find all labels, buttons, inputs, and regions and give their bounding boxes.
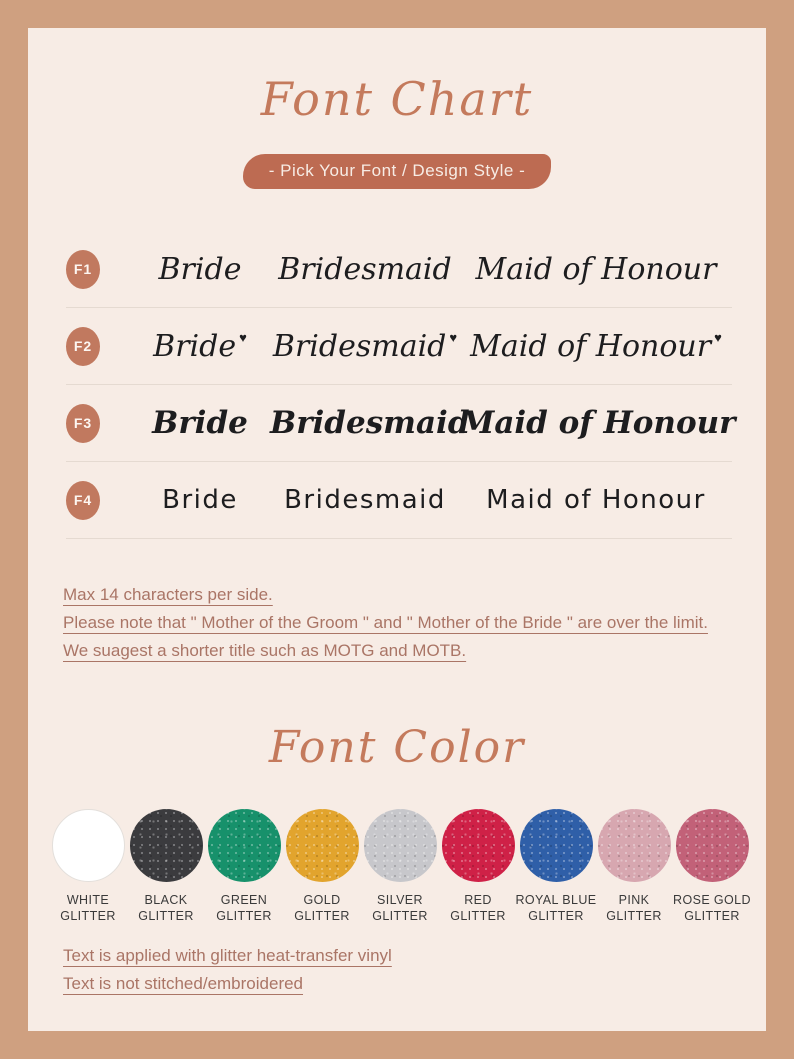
swatch-label: WHITE GLITTER: [60, 893, 116, 923]
font-sample: Bridesmaid: [284, 485, 446, 515]
swatch-silver-glitter: [361, 809, 439, 924]
font-sample: Maid of Honour: [460, 405, 736, 441]
font-row-f2: [66, 308, 732, 385]
font-row-f3: [66, 385, 736, 462]
font-row-f1: [66, 231, 732, 308]
swatch-red-glitter: [439, 809, 517, 924]
font-sample: Bride: [152, 405, 248, 441]
swatch-royal-blue-glitter: [517, 809, 595, 924]
pick-font-banner: [243, 154, 552, 189]
heart-icon: ♥: [239, 329, 247, 345]
heart-icon: ♥: [714, 329, 722, 345]
font-code-badge-f2: F2: [66, 327, 100, 366]
swatch-label: GREEN GLITTER: [216, 893, 272, 923]
banner-label: - Pick Your Font / Design Style -: [268, 161, 526, 180]
green-glitter-circle: [208, 809, 281, 882]
note-suggestion: We suagest a shorter title such as MOTG and MOTB.: [63, 641, 467, 660]
swatch-label: ROYAL BLUE GLITTER: [515, 893, 597, 923]
font-sample: Bride: [158, 251, 242, 287]
font-sample: Bride ♥: [153, 328, 247, 364]
swatch-green-glitter: [205, 809, 283, 924]
red-glitter-circle: [442, 809, 515, 882]
swatch-gold-glitter: [283, 809, 361, 924]
font-color-title: Font Color: [268, 722, 526, 773]
note-vinyl: Text is applied with glitter heat-transfer vinyl: [63, 946, 392, 965]
swatch-pink-glitter: [595, 809, 673, 924]
heart-icon: ♥: [449, 329, 458, 345]
font-rows: [28, 231, 766, 539]
font-code-badge-f4: F4: [66, 481, 100, 520]
black-glitter-circle: [130, 809, 203, 882]
font-sample: Maid of Honour ♥: [470, 328, 722, 364]
pink-glitter-circle: [598, 809, 671, 882]
swatch-label: SILVER GLITTER: [372, 893, 428, 923]
swatch-label: PINK GLITTER: [606, 893, 662, 923]
font-sample: Bridesmaid ♥: [272, 328, 458, 364]
swatch-white-glitter: [49, 809, 127, 924]
silver-glitter-circle: [364, 809, 437, 882]
swatch-label: GOLD GLITTER: [294, 893, 350, 923]
rose-gold-glitter-circle: [676, 809, 749, 882]
swatch-label: RED GLITTER: [450, 893, 506, 923]
application-notes: [63, 942, 726, 998]
font-sample: Maid of Honour: [486, 485, 706, 515]
font-row-f4: [66, 462, 732, 539]
character-limit-notes: [63, 581, 726, 665]
card-body: [28, 28, 766, 1031]
font-chart-title: Font Chart: [260, 72, 534, 126]
glitter-color-swatches: [28, 809, 766, 924]
swatch-label: BLACK GLITTER: [138, 893, 194, 923]
gold-glitter-circle: [286, 809, 359, 882]
swatch-black-glitter: [127, 809, 205, 924]
font-sample: Bridesmaid: [278, 251, 452, 287]
note-not-stitched: Text is not stitched/embroidered: [63, 974, 304, 993]
font-sample: Bridesmaid: [270, 405, 470, 441]
font-code-badge-f1: F1: [66, 250, 100, 289]
font-code-badge-f3: F3: [66, 404, 100, 443]
swatch-rose-gold-glitter: [673, 809, 751, 924]
royal-blue-glitter-circle: [520, 809, 593, 882]
note-max-characters: Max 14 characters per side.: [63, 585, 273, 604]
note-over-limit: Please note that " Mother of the Groom " and " Mother of the Bride " are over the limit.: [63, 613, 708, 632]
font-sample: Bride: [162, 485, 238, 515]
font-sample: Maid of Honour: [475, 251, 717, 287]
white-glitter-circle: [52, 809, 125, 882]
swatch-label: ROSE GOLD GLITTER: [673, 893, 751, 923]
